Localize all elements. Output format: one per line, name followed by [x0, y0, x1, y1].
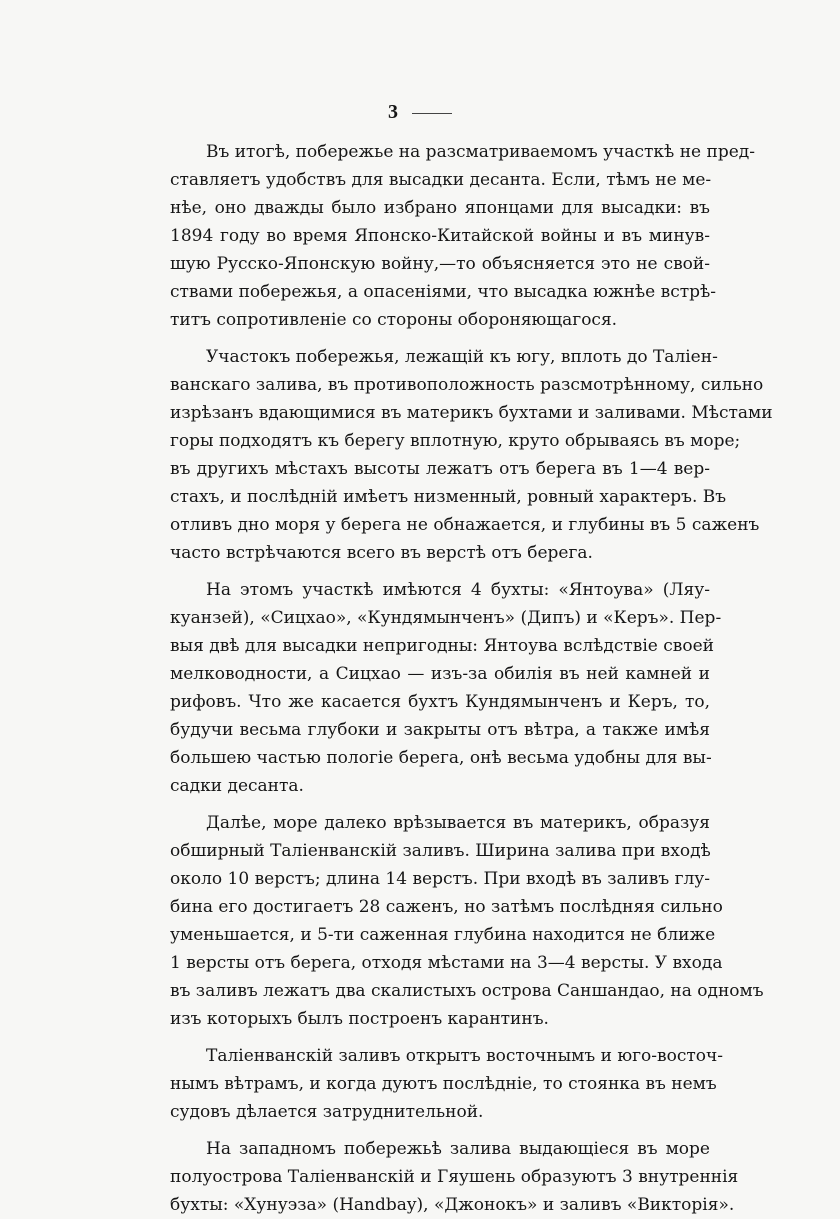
text-line: отливъ дно моря у берега не обнажается, и глубины въ 5 саженъ — [170, 515, 760, 535]
text-line: шую Русско-Японскую войну,—то объясняется это не свой- — [170, 254, 710, 274]
text-line: въ заливъ лежатъ два скалистыхъ острова Саншандао, на одномъ — [170, 981, 764, 1001]
text-line: около 10 верстъ; длина 14 верстъ. При входѣ въ заливъ глу- — [170, 869, 711, 889]
text-line: ствами побережья, а опасеніями, что высадка южнѣе встрѣ- — [170, 282, 717, 302]
text-line: Въ итогѣ, побережье на разсматриваемомъ участкѣ не пред- — [206, 142, 755, 162]
text-line: въ другихъ мѣстахъ высоты лежатъ отъ берега въ 1—4 вер- — [170, 459, 710, 479]
text-line: стахъ, и послѣдній имѣетъ низменный, ровный характеръ. Въ — [170, 487, 727, 507]
text-line: Таліенванскій заливъ открытъ восточнымъ и юго-восточ- — [206, 1046, 723, 1066]
page-number — [0, 101, 840, 124]
paragraph — [170, 809, 764, 1033]
paragraph — [170, 138, 755, 334]
text-line: бухты: «Хунуэза» (Handbay), «Джонокъ» и заливъ «Викторія». — [170, 1195, 735, 1215]
text-line: нымъ вѣтрамъ, и когда дуютъ послѣдніе, то стоянка въ немъ — [170, 1074, 717, 1094]
text-line: 1894 году во время Японско-Китайской войны и въ минув- — [170, 226, 710, 246]
text-line: часто встрѣчаются всего въ верстѣ отъ берега. — [170, 543, 593, 563]
text-line: Участокъ побережья, лежащій къ югу, вплоть до Таліен- — [206, 347, 718, 367]
text-line: На западномъ побережьѣ залива выдающіеся въ море — [206, 1139, 710, 1159]
text-line: ванскаго залива, въ противоположность разсмотрѣнному, сильно — [170, 375, 764, 395]
text-line: выя двѣ для высадки непригодны: Янтоува вслѣдствіе своей — [170, 636, 714, 656]
text-line: горы подходятъ къ берегу вплотную, круто обрываясь въ море; — [170, 431, 741, 451]
text-line: 1 версты отъ берега, отходя мѣстами на 3—4 версты. У входа — [170, 953, 723, 973]
text-line: На этомъ участкѣ имѣются 4 бухты: «Янтоува» (Ляу- — [206, 580, 710, 600]
text-line: нѣе, оно дважды было избрано японцами для высадки: въ — [170, 198, 710, 218]
text-line: бина его достигаетъ 28 саженъ, но затѣмъ послѣдняя сильно — [170, 897, 723, 917]
text-line: обширный Таліенванскій заливъ. Ширина залива при входѣ — [170, 841, 711, 861]
page-number-value: 3 — [388, 101, 398, 123]
text-line: садки десанта. — [170, 776, 304, 796]
text-line: мелководности, а Сицхао — изъ-за обилія въ ней камней и — [170, 664, 710, 684]
paragraph — [170, 576, 722, 800]
text-line: рифовъ. Что же касается бухтъ Кундямынченъ и Керъ, то, — [170, 692, 710, 712]
text-line: уменьшается, и 5-ти саженная глубина находится не ближе — [170, 925, 716, 945]
text-line: Далѣе, море далеко врѣзывается въ материкъ, образуя — [206, 813, 710, 833]
text-line: изъ которыхъ былъ построенъ карантинъ. — [170, 1009, 549, 1029]
text-line: судовъ дѣлается затруднительной. — [170, 1102, 484, 1122]
text-line: изрѣзанъ вдающимися въ материкъ бухтами и заливами. Мѣстами — [170, 403, 773, 423]
text-line: куанзей), «Сицхао», «Кундямынченъ» (Дипъ) и «Керъ». Пер- — [170, 608, 722, 628]
body-text — [170, 138, 773, 1219]
text-line: большею частью пологіе берега, онѣ весьма удобны для вы- — [170, 748, 712, 768]
text-line: титъ сопротивленіе со стороны обороняющагося. — [170, 310, 618, 330]
page-number-dash — [412, 113, 452, 114]
paragraph — [170, 343, 773, 567]
text-line: будучи весьма глубоки и закрыты отъ вѣтра, а также имѣя — [170, 720, 710, 740]
paragraph — [170, 1042, 723, 1126]
paragraph — [170, 1135, 739, 1219]
text-line: полуострова Таліенванскій и Гяушень образуютъ 3 внутреннія — [170, 1167, 739, 1187]
text-line: ставляетъ удобствъ для высадки десанта. Если, тѣмъ не ме- — [170, 170, 712, 190]
